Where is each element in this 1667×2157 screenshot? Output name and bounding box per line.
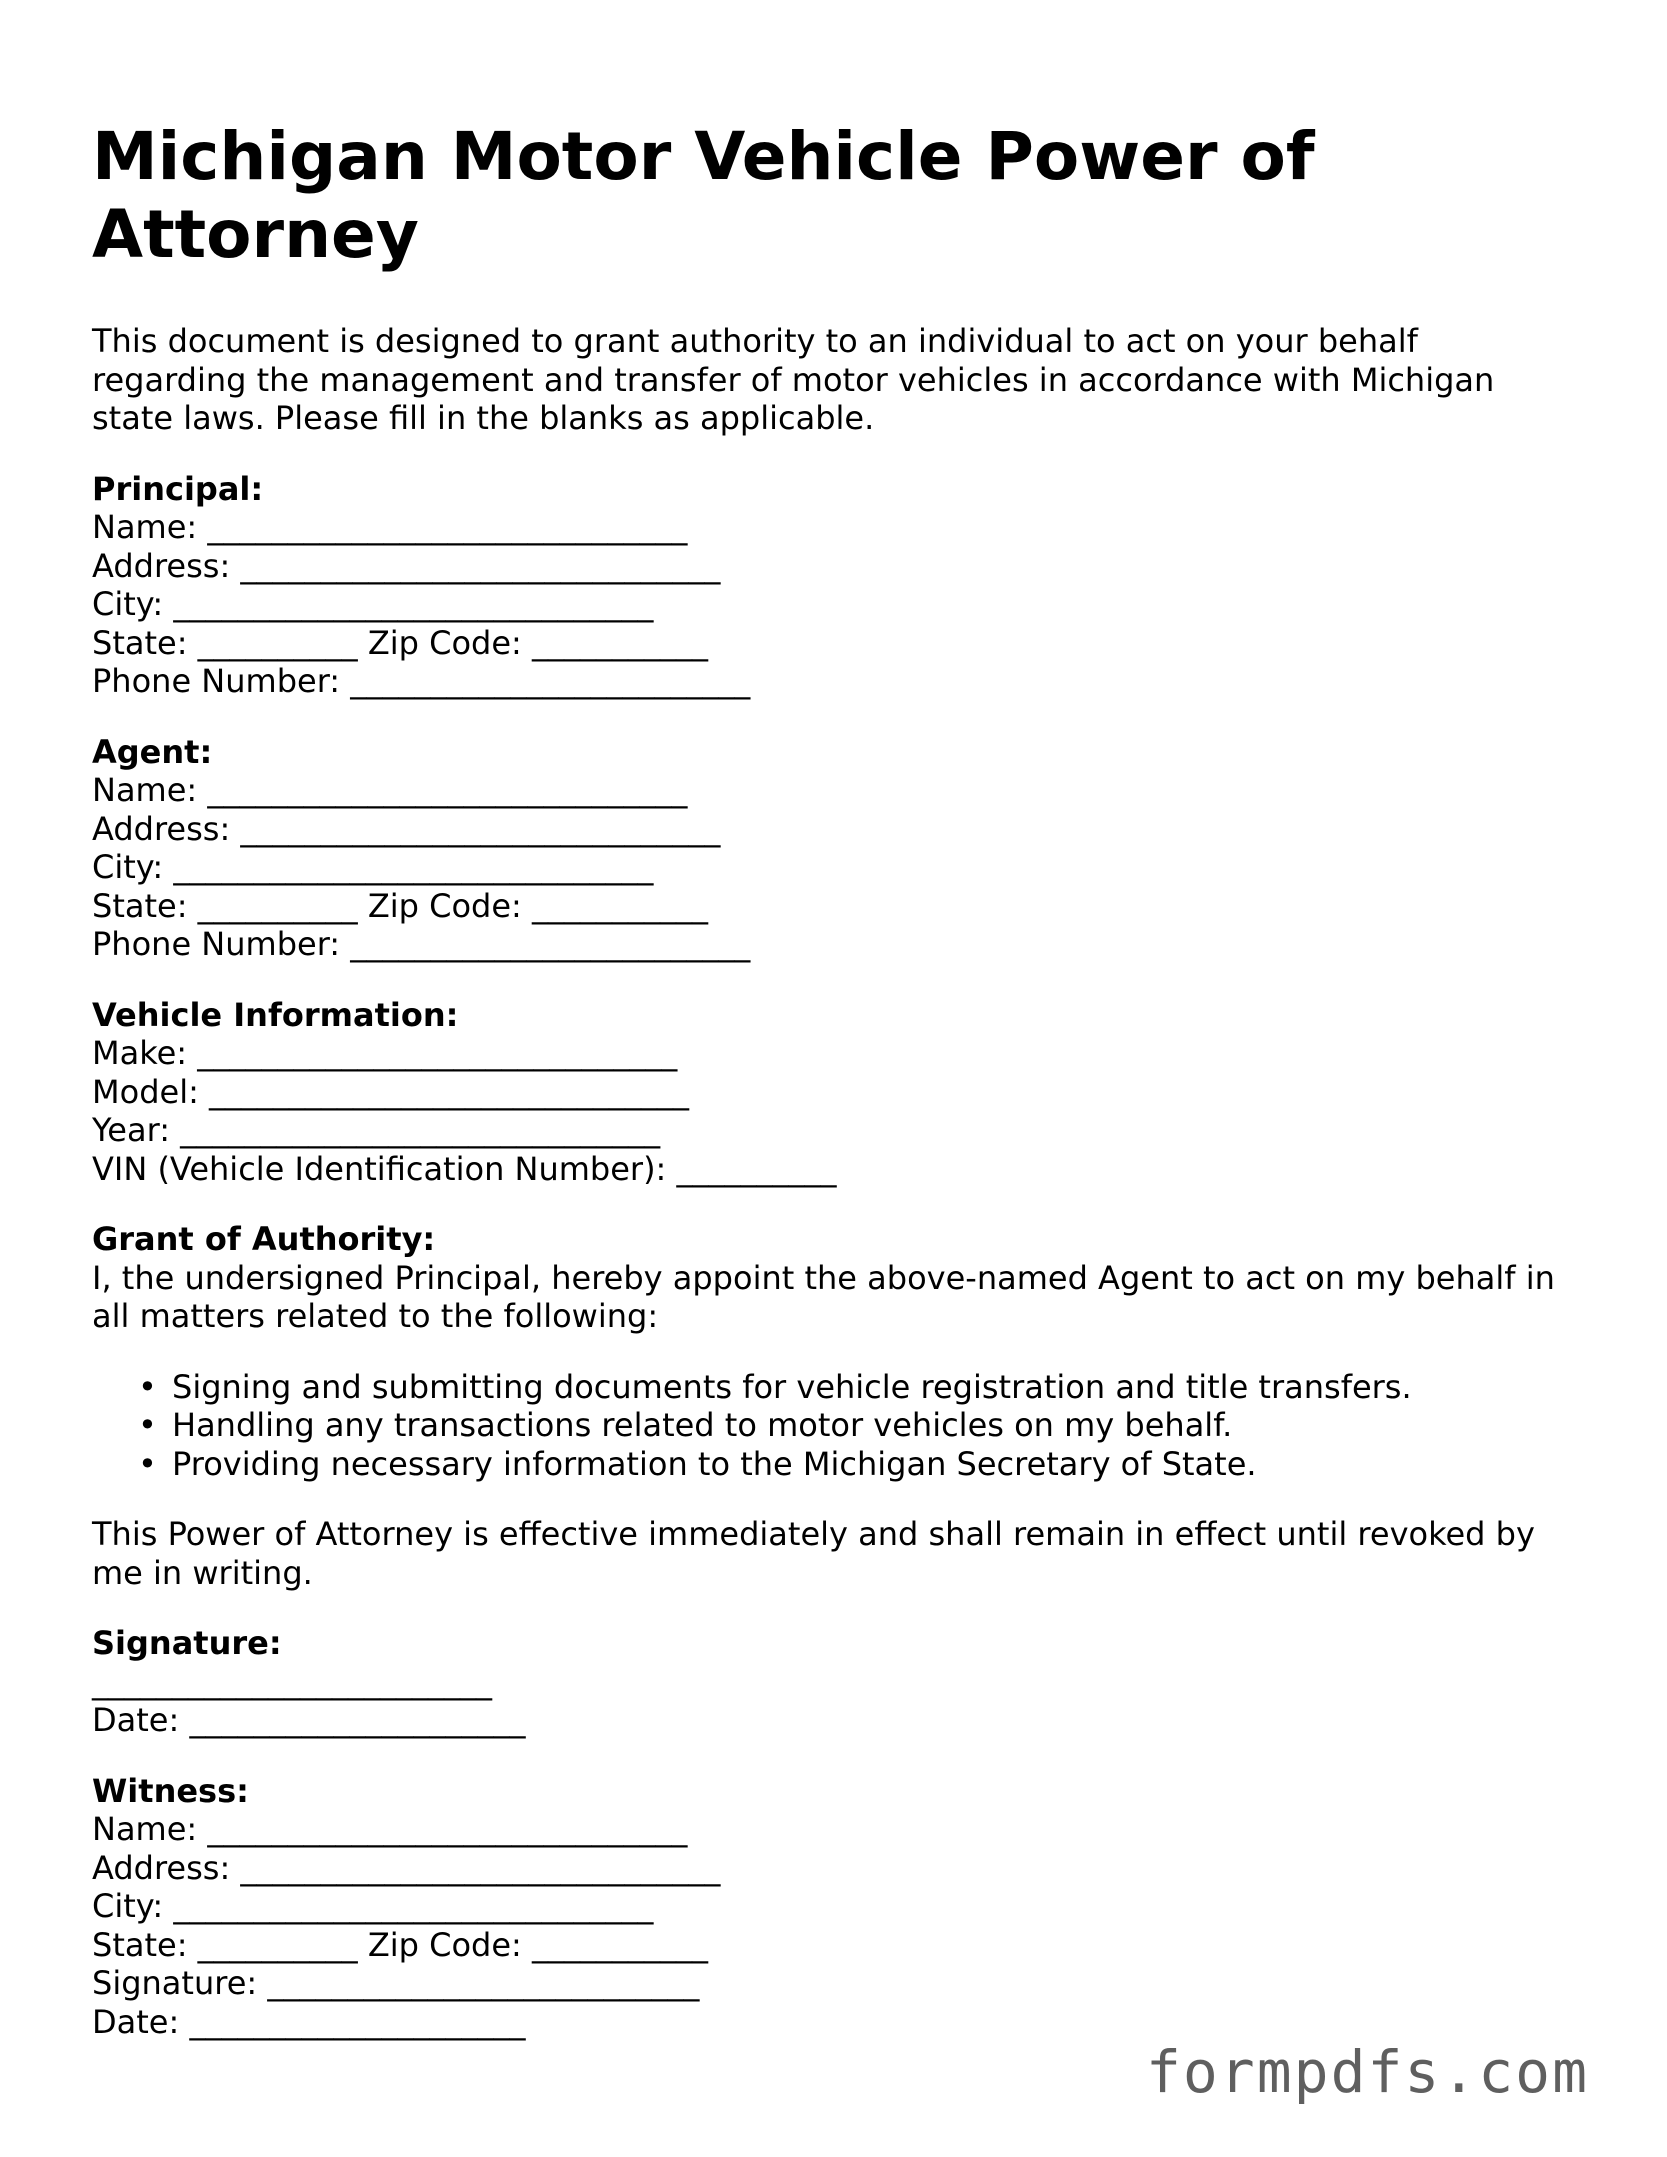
principal-name-field: Name: ______________________________ xyxy=(92,508,688,546)
effective-text: This Power of Attorney is effective immediately and shall remain in effect until revoked by me in writing. xyxy=(92,1515,1535,1592)
signature-section xyxy=(92,1624,1592,1740)
vehicle-section xyxy=(92,996,1592,1189)
bullet-icon: • xyxy=(138,1406,157,1444)
principal-address-field: Address: ______________________________ xyxy=(92,546,721,585)
grant-text: I, the undersigned Principal, hereby appoint the above-named Agent to act on my behalf in all matters related to the following: xyxy=(92,1258,1555,1335)
witness-section xyxy=(92,1772,1592,2042)
agent-address-field: Address: ______________________________ xyxy=(92,809,721,848)
witness-address-field: Address: ______________________________ xyxy=(92,1848,721,1887)
agent-section xyxy=(92,733,1592,964)
agent-name-field: Name: ______________________________ xyxy=(92,771,688,809)
grant-heading: Grant of Authority: xyxy=(92,1220,436,1258)
principal-state-zip-field: State: __________ Zip Code: ___________ xyxy=(92,623,708,662)
agent-heading: Agent: xyxy=(92,732,213,771)
list-item xyxy=(138,1444,1592,1484)
document-page xyxy=(92,118,1592,2073)
witness-name-field: Name: ______________________________ xyxy=(92,1810,688,1848)
signature-heading: Signature: xyxy=(92,1624,282,1662)
grant-section xyxy=(92,1220,1592,1592)
vehicle-make-field: Make: ______________________________ xyxy=(92,1034,678,1072)
list-item xyxy=(138,1367,1592,1407)
witness-heading: Witness: xyxy=(92,1771,249,1810)
document-title: Michigan Motor Vehicle Power of Attorney xyxy=(92,118,1315,273)
bullet-icon: • xyxy=(138,1367,157,1406)
signature-line: _________________________ xyxy=(92,1662,492,1701)
principal-phone-field: Phone Number: _________________________ xyxy=(92,662,751,700)
vehicle-model-field: Model: ______________________________ xyxy=(92,1072,690,1111)
grant-bullet-text: Providing necessary information to the Michigan Secretary of State. xyxy=(172,1444,1257,1483)
grant-bullet-text: Handling any transactions related to motor vehicles on my behalf. xyxy=(172,1406,1233,1444)
agent-phone-field: Phone Number: _________________________ xyxy=(92,925,751,963)
vehicle-year-field: Year: ______________________________ xyxy=(92,1111,661,1149)
list-item xyxy=(138,1406,1592,1445)
witness-state-zip-field: State: __________ Zip Code: ___________ xyxy=(92,1925,708,1964)
vehicle-vin-field: VIN (Vehicle Identification Number): __________ xyxy=(92,1149,837,1188)
bullet-icon: • xyxy=(138,1444,157,1483)
grant-bullet-list xyxy=(92,1368,1592,1484)
agent-city-field: City: ______________________________ xyxy=(92,848,654,886)
witness-city-field: City: ______________________________ xyxy=(92,1887,654,1925)
vehicle-heading: Vehicle Information: xyxy=(92,995,459,1034)
intro-paragraph: This document is designed to grant authority to an individual to act on your behalf regarding the management and transfer of motor vehicles in accordance with Michigan state laws. Please fill in the blanks as applicable. xyxy=(92,322,1495,437)
principal-section xyxy=(92,470,1592,701)
witness-signature-field: Signature: ___________________________ xyxy=(92,1964,700,2002)
principal-heading: Principal: xyxy=(92,469,264,508)
witness-date-field: Date: _____________________ xyxy=(92,2002,526,2041)
signature-date-field: Date: _____________________ xyxy=(92,1701,526,1739)
principal-city-field: City: ______________________________ xyxy=(92,585,654,623)
grant-bullet-text: Signing and submitting documents for vehicle registration and title transfers. xyxy=(172,1367,1412,1406)
agent-state-zip-field: State: __________ Zip Code: ___________ xyxy=(92,886,708,925)
watermark: formpdfs.com xyxy=(1145,2038,1589,2106)
